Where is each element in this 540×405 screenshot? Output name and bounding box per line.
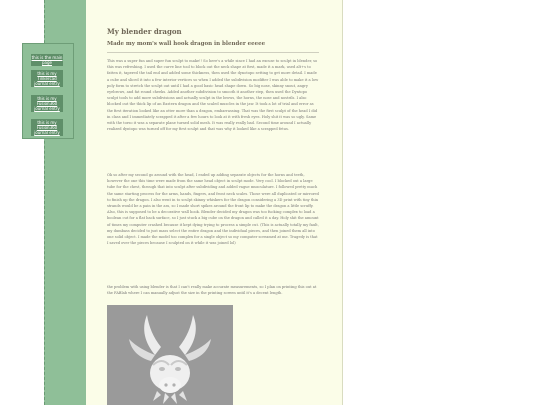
post-paragraph-1: This was a super fun and super fun sculpt to make!! So here's a while since I had an excuse to sculpt in blender, so this was refreshing. I used the curve line tool to block out the neck shape at first, made it a mark, used alt+s to fatten it, tapered the tail end and added some thickness, then used the dynotopo setting to get more detail. I made a cube and sliced it into a few interior vertices so when I added the subdivision modifier I was able to make it a low poly form to stretch the sculpt out until I had a good basic head shape down. So big nose, skinny snout, angry eyebrows, and fat round cheeks. Added another subdivision to smooth it another step, then used the Dyntopo sculpt tools to add more subdivisions and actually sculpt in the brows, the horns, the nose and nostrils. I also blocked out the thick lip of an Eastern dragon and the scaled muscles in the jaw. It took a lot of trial and error as the first iteration looked like an otter more than a dragon, embarrassing. That was the first sculpt of the head I did in class and I immediately scrapped it after a few hours to look at it with fresh eyes. Holy shit it was so ugly. Same with the torso it was a separate plane turned solid mesh. It was really really bad. Second time around I actually realized dyntopo was turned off for my first sculpt and that was why it looked like a scrapped fetus. — [107, 59, 319, 132]
nav-link-fusion360-a[interactable]: this is my Fusion360 journal entry — [31, 95, 63, 112]
dragon-render-image — [107, 305, 233, 405]
post-paragraph-3: the problem with using blender is that I can't really make accurate measurements, so I plan on printing this out at the FABlab where I can manually adjust the size in the printing screen until it's a decent length. — [107, 285, 317, 296]
nav-panel — [22, 43, 74, 139]
nav-link-main-page[interactable]: this is the main page — [31, 55, 63, 65]
post-subtitle: Made my mom's wall hook dragon in blender eeeee — [107, 41, 266, 47]
post-title: My blender dragon — [107, 27, 182, 36]
dragon-head-image — [107, 305, 233, 405]
nav-link-tinkercad[interactable]: this is my Tinkercad journal entry — [31, 70, 63, 87]
post-paragraph-2: Ok so after my second go around with the head, I ended up adding separate objects for the horns and teeth, however the one this time were made from the same head object in sculpt mode. Very cool. I blocked out a large tube for the chest, through that into sculpt after subdividing and added vague musculature. I followed pretty much the same starting process for the arms, hands, fingers, and front neck scales. Those were all duplicated or mirrored to finish up the dragon. I also went in to sculpt skinny whiskers for the dragon considering a 3D print with tiny thin strands would be a pain in the ass, so I made short spikes around the front lip to make the dragon a little scruffy. Also, this is supposed to be a decorative wall hook. Blender decided my dragon was too fucking complex to load a boolean cut for a flat back surface, so I just stuck a big cube on the dragon and called it a day. Holy shit the amount of times my computer crashed because it kept dying trying to process a simple cut. (This is actually totally my fault, my dumbass decided to just mass select the entire dragon and the individual pieces, and then joined them all into one solid object. I made the model too complex for a single object so my computer screamed at me. Tragedy is that I saved over the pieces because I sculpted on it while it was joined lol) — [107, 173, 319, 246]
nav-link-fusion360-b[interactable]: this is my Fusion360 journal entry — [31, 119, 63, 136]
divider — [107, 52, 319, 53]
